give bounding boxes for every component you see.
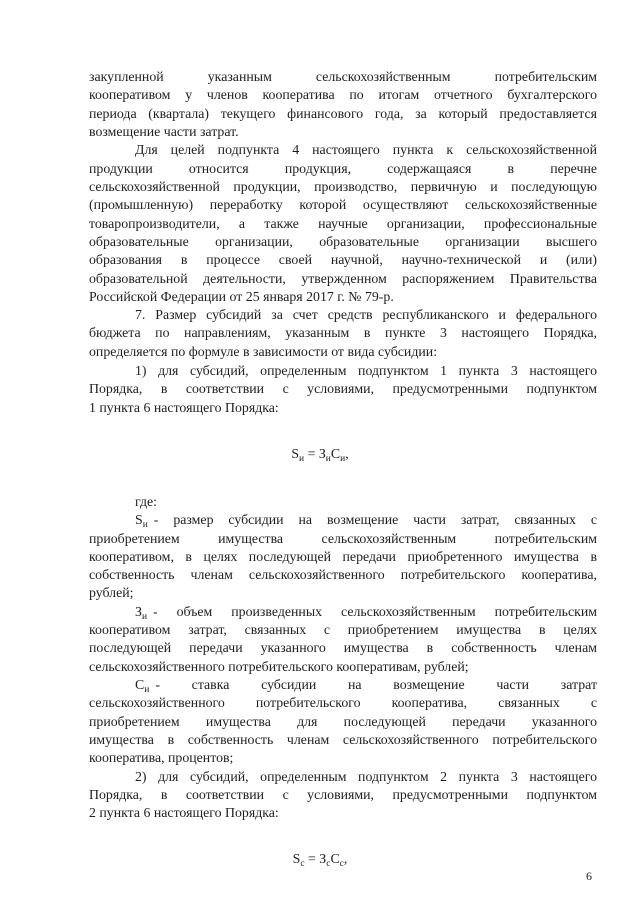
page-number: 6 [586,869,592,883]
text-line: 1) для субсидий, определенным подпунктом 1 пункта 3 настоящего [135,362,597,378]
formula-symbol: S [292,851,301,866]
text-line: - объем произведенных сельскохозяйственным потребительским [153,603,597,619]
formula-symbol: З [319,851,327,866]
text-line: кооперативом у членов кооператива по итогам отчетного бухгалтерского [89,87,597,103]
text-line: кооператива, процентов; [89,750,234,766]
formula-subscript: с [339,859,344,869]
formula-symbol: С [330,851,340,866]
text-line: кооперативом затрат, связанных с приобретением имущества в целях [89,622,597,638]
text-line: образовательные организации, образовательные организации высшего [89,233,597,249]
text-line: определяется по формуле в зависимости от вида субсидии: [89,343,438,359]
formula-subscript: с [300,859,305,869]
text-line: Для целей подпункта 4 настоящего пункта к сельскохозяйственной [135,142,597,158]
text-line: приобретением имущества для последующей передачи указанного [89,713,597,729]
formula-subscript: и [325,454,331,465]
text-line: образовательной деятельности, утвержденном распоряжением Правительства [89,270,597,286]
text-line: возмещение части затрат. [89,123,239,139]
text-line: (промышленную) переработку которой осуществляют сельскохозяйственные [89,197,597,213]
formula-symbol: С [330,446,341,462]
formula-comma: , [343,851,348,866]
text-line: закупленной указанным сельскохозяйственным потребительским [89,69,597,84]
text-line: образования в процессе своей научной, научно-технической и (или) [89,252,597,268]
text-line: собственность членам сельскохозяйственного потребительского кооператива, [89,567,597,583]
text-line: 1 пункта 6 настоящего Порядка: [89,399,279,415]
formula-subscript: и [340,454,346,465]
definition-symbol: $З_и$ [135,603,148,622]
formula-equals: = [304,446,319,462]
text-line: 7. Размер субсидий за счет средств республиканского и федерального [135,307,597,323]
text-line: приобретением имущества сельскохозяйственным потребительским [89,530,597,546]
text-line: продукции относится продукция, содержащаяся в перечне [89,160,597,176]
definition-symbol: $S_и$ [135,512,148,531]
text-line: кооперативом, в целях последующей передачи приобретенного имущества в [89,548,597,564]
text-line: товаропроизводители, а также научные организации, профессиональные [89,215,597,231]
formula-symbol: S [291,446,300,462]
text-line: 2) для субсидий, определенным подпунктом 2 пункта 3 настоящего [135,768,597,784]
formula-comma: , [345,446,349,462]
text-line: сельскохозяйственного потребительского кооператива, связанных с [89,695,597,711]
text-line: бюджета по направлениям, указанным в пункте 3 настоящего Порядка, [89,325,597,341]
text-line: - размер субсидии на возмещение части затрат, связанных с [153,512,597,528]
text-line: сельскохозяйственной продукции, производство, первичную и последующую [89,178,597,194]
formula-2 [0,850,640,873]
formula-1 [0,445,640,468]
text-line: - ставка субсидии на возмещение части затрат [155,677,597,692]
formula-subscript: с [326,859,331,869]
definition-symbol: $С_и$ [135,677,150,695]
text-line: периода (квартала) текущего финансового года, за который предоставляется [89,105,597,121]
formula-subscript: и [299,454,305,465]
text-line: Российской Федерации от 25 января 2017 г. № 79-р. [89,288,394,304]
text-line: где: [135,493,158,509]
formula-symbol: З [318,446,326,462]
text-line: 2 пункта 6 настоящего Порядка: [89,805,279,821]
text-line: Порядка, в соответствии с условиями, предусмотренными подпунктом [89,381,597,397]
text-line: Порядка, в соответствии с условиями, предусмотренными подпунктом [89,786,597,802]
text-line: имущества в собственность членам сельскохозяйственного потребительского [89,732,597,747]
text-line: рублей; [89,585,134,601]
formula-equals: = [304,851,320,866]
text-line: сельскохозяйственного потребительского кооперативам, рублей; [89,658,469,674]
text-line: последующей передачи указанного имущества в собственность членам [89,640,597,656]
